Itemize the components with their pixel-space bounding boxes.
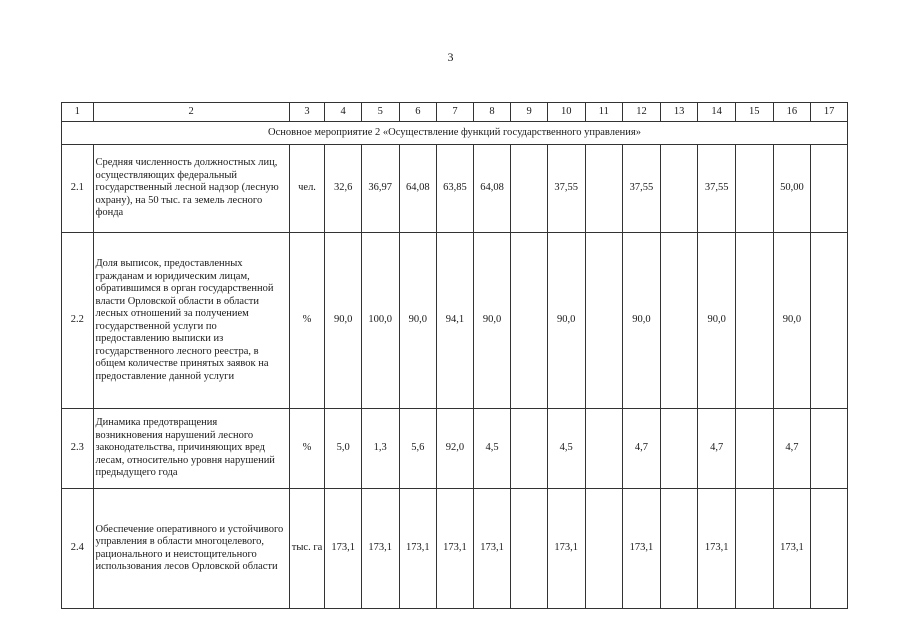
header-row	[62, 103, 848, 122]
value-cell: 173,1	[399, 489, 437, 609]
value-cell: 173,1	[437, 489, 474, 609]
value-cell: 173,1	[547, 489, 585, 609]
column-header: 16	[773, 103, 811, 122]
value-cell: 90,0	[773, 233, 811, 409]
value-cell: 1,3	[361, 409, 399, 489]
value-cell: 173,1	[623, 489, 661, 609]
value-cell	[511, 489, 548, 609]
value-cell	[585, 233, 623, 409]
value-cell: 63,85	[437, 145, 474, 233]
row-number: 2.1	[62, 145, 94, 233]
value-cell	[585, 489, 623, 609]
column-header: 17	[811, 103, 848, 122]
value-cell: 173,1	[773, 489, 811, 609]
value-cell: 4,5	[547, 409, 585, 489]
row-number: 2.3	[62, 409, 94, 489]
section-row	[62, 122, 848, 145]
unit-cell: тыс. га	[289, 489, 325, 609]
value-cell: 4,7	[623, 409, 661, 489]
value-cell: 94,1	[437, 233, 474, 409]
value-cell: 90,0	[698, 233, 736, 409]
value-cell: 64,08	[399, 145, 437, 233]
value-cell	[735, 145, 773, 233]
row-number: 2.4	[62, 489, 94, 609]
value-cell	[511, 233, 548, 409]
row-number: 2.2	[62, 233, 94, 409]
value-cell: 100,0	[361, 233, 399, 409]
value-cell	[735, 409, 773, 489]
indicator-name: Обеспечение оперативного и устойчивого управления в области многоцелевого, рационального и неистощительного использования лесов Орловской области	[93, 489, 289, 609]
column-header: 5	[361, 103, 399, 122]
value-cell: 90,0	[473, 233, 511, 409]
value-cell: 173,1	[473, 489, 511, 609]
value-cell: 173,1	[325, 489, 362, 609]
value-cell	[811, 233, 848, 409]
value-cell	[735, 489, 773, 609]
value-cell	[511, 145, 548, 233]
value-cell: 92,0	[437, 409, 474, 489]
value-cell: 37,55	[698, 145, 736, 233]
value-cell	[511, 409, 548, 489]
value-cell: 4,5	[473, 409, 511, 489]
value-cell: 50,00	[773, 145, 811, 233]
unit-cell: %	[289, 409, 325, 489]
column-header: 1	[62, 103, 94, 122]
value-cell	[660, 145, 698, 233]
column-header: 3	[289, 103, 325, 122]
value-cell: 90,0	[547, 233, 585, 409]
column-header: 6	[399, 103, 437, 122]
value-cell: 37,55	[547, 145, 585, 233]
table-row	[62, 145, 848, 233]
value-cell: 173,1	[361, 489, 399, 609]
value-cell	[660, 233, 698, 409]
value-cell: 5,0	[325, 409, 362, 489]
table-row	[62, 409, 848, 489]
value-cell: 90,0	[623, 233, 661, 409]
value-cell: 90,0	[325, 233, 362, 409]
value-cell	[585, 409, 623, 489]
indicator-name: Средняя численность должностных лиц, осуществляющих федеральный государственный лесной надзор (лесную охрану), на 50 тыс. га земель лесного фонда	[93, 145, 289, 233]
value-cell: 37,55	[623, 145, 661, 233]
value-cell: 4,7	[698, 409, 736, 489]
value-cell: 32,6	[325, 145, 362, 233]
value-cell: 36,97	[361, 145, 399, 233]
indicator-name: Доля выписок, предоставленных гражданам и юридическим лицам, обратившимся в орган государственной власти Орловской области в области лесных отношений за получением государственной услуги по предоставлению выписки из государственного лесного реестра, в общем количестве принятых заявок на предоставление данной услуги	[93, 233, 289, 409]
table-row	[62, 233, 848, 409]
column-header: 2	[93, 103, 289, 122]
indicator-name: Динамика предотвращения возникновения нарушений лесного законодательства, причиняющих вред лесам, относительно уровня нарушений предыдущего года	[93, 409, 289, 489]
column-header: 10	[547, 103, 585, 122]
section-title: Основное мероприятие 2 «Осуществление функций государственного управления»	[62, 122, 848, 145]
table-row	[62, 489, 848, 609]
value-cell	[811, 489, 848, 609]
indicator-table	[61, 102, 848, 609]
value-cell: 64,08	[473, 145, 511, 233]
value-cell	[811, 409, 848, 489]
column-header: 13	[660, 103, 698, 122]
column-header: 12	[623, 103, 661, 122]
value-cell: 5,6	[399, 409, 437, 489]
value-cell: 173,1	[698, 489, 736, 609]
page-number: 3	[447, 50, 454, 64]
value-cell	[811, 145, 848, 233]
column-header: 11	[585, 103, 623, 122]
column-header: 7	[437, 103, 474, 122]
column-header: 8	[473, 103, 511, 122]
value-cell: 90,0	[399, 233, 437, 409]
value-cell: 4,7	[773, 409, 811, 489]
value-cell	[735, 233, 773, 409]
column-header: 9	[511, 103, 548, 122]
column-header: 4	[325, 103, 362, 122]
value-cell	[660, 489, 698, 609]
column-header: 15	[735, 103, 773, 122]
column-header: 14	[698, 103, 736, 122]
unit-cell: %	[289, 233, 325, 409]
value-cell	[660, 409, 698, 489]
value-cell	[585, 145, 623, 233]
unit-cell: чел.	[289, 145, 325, 233]
